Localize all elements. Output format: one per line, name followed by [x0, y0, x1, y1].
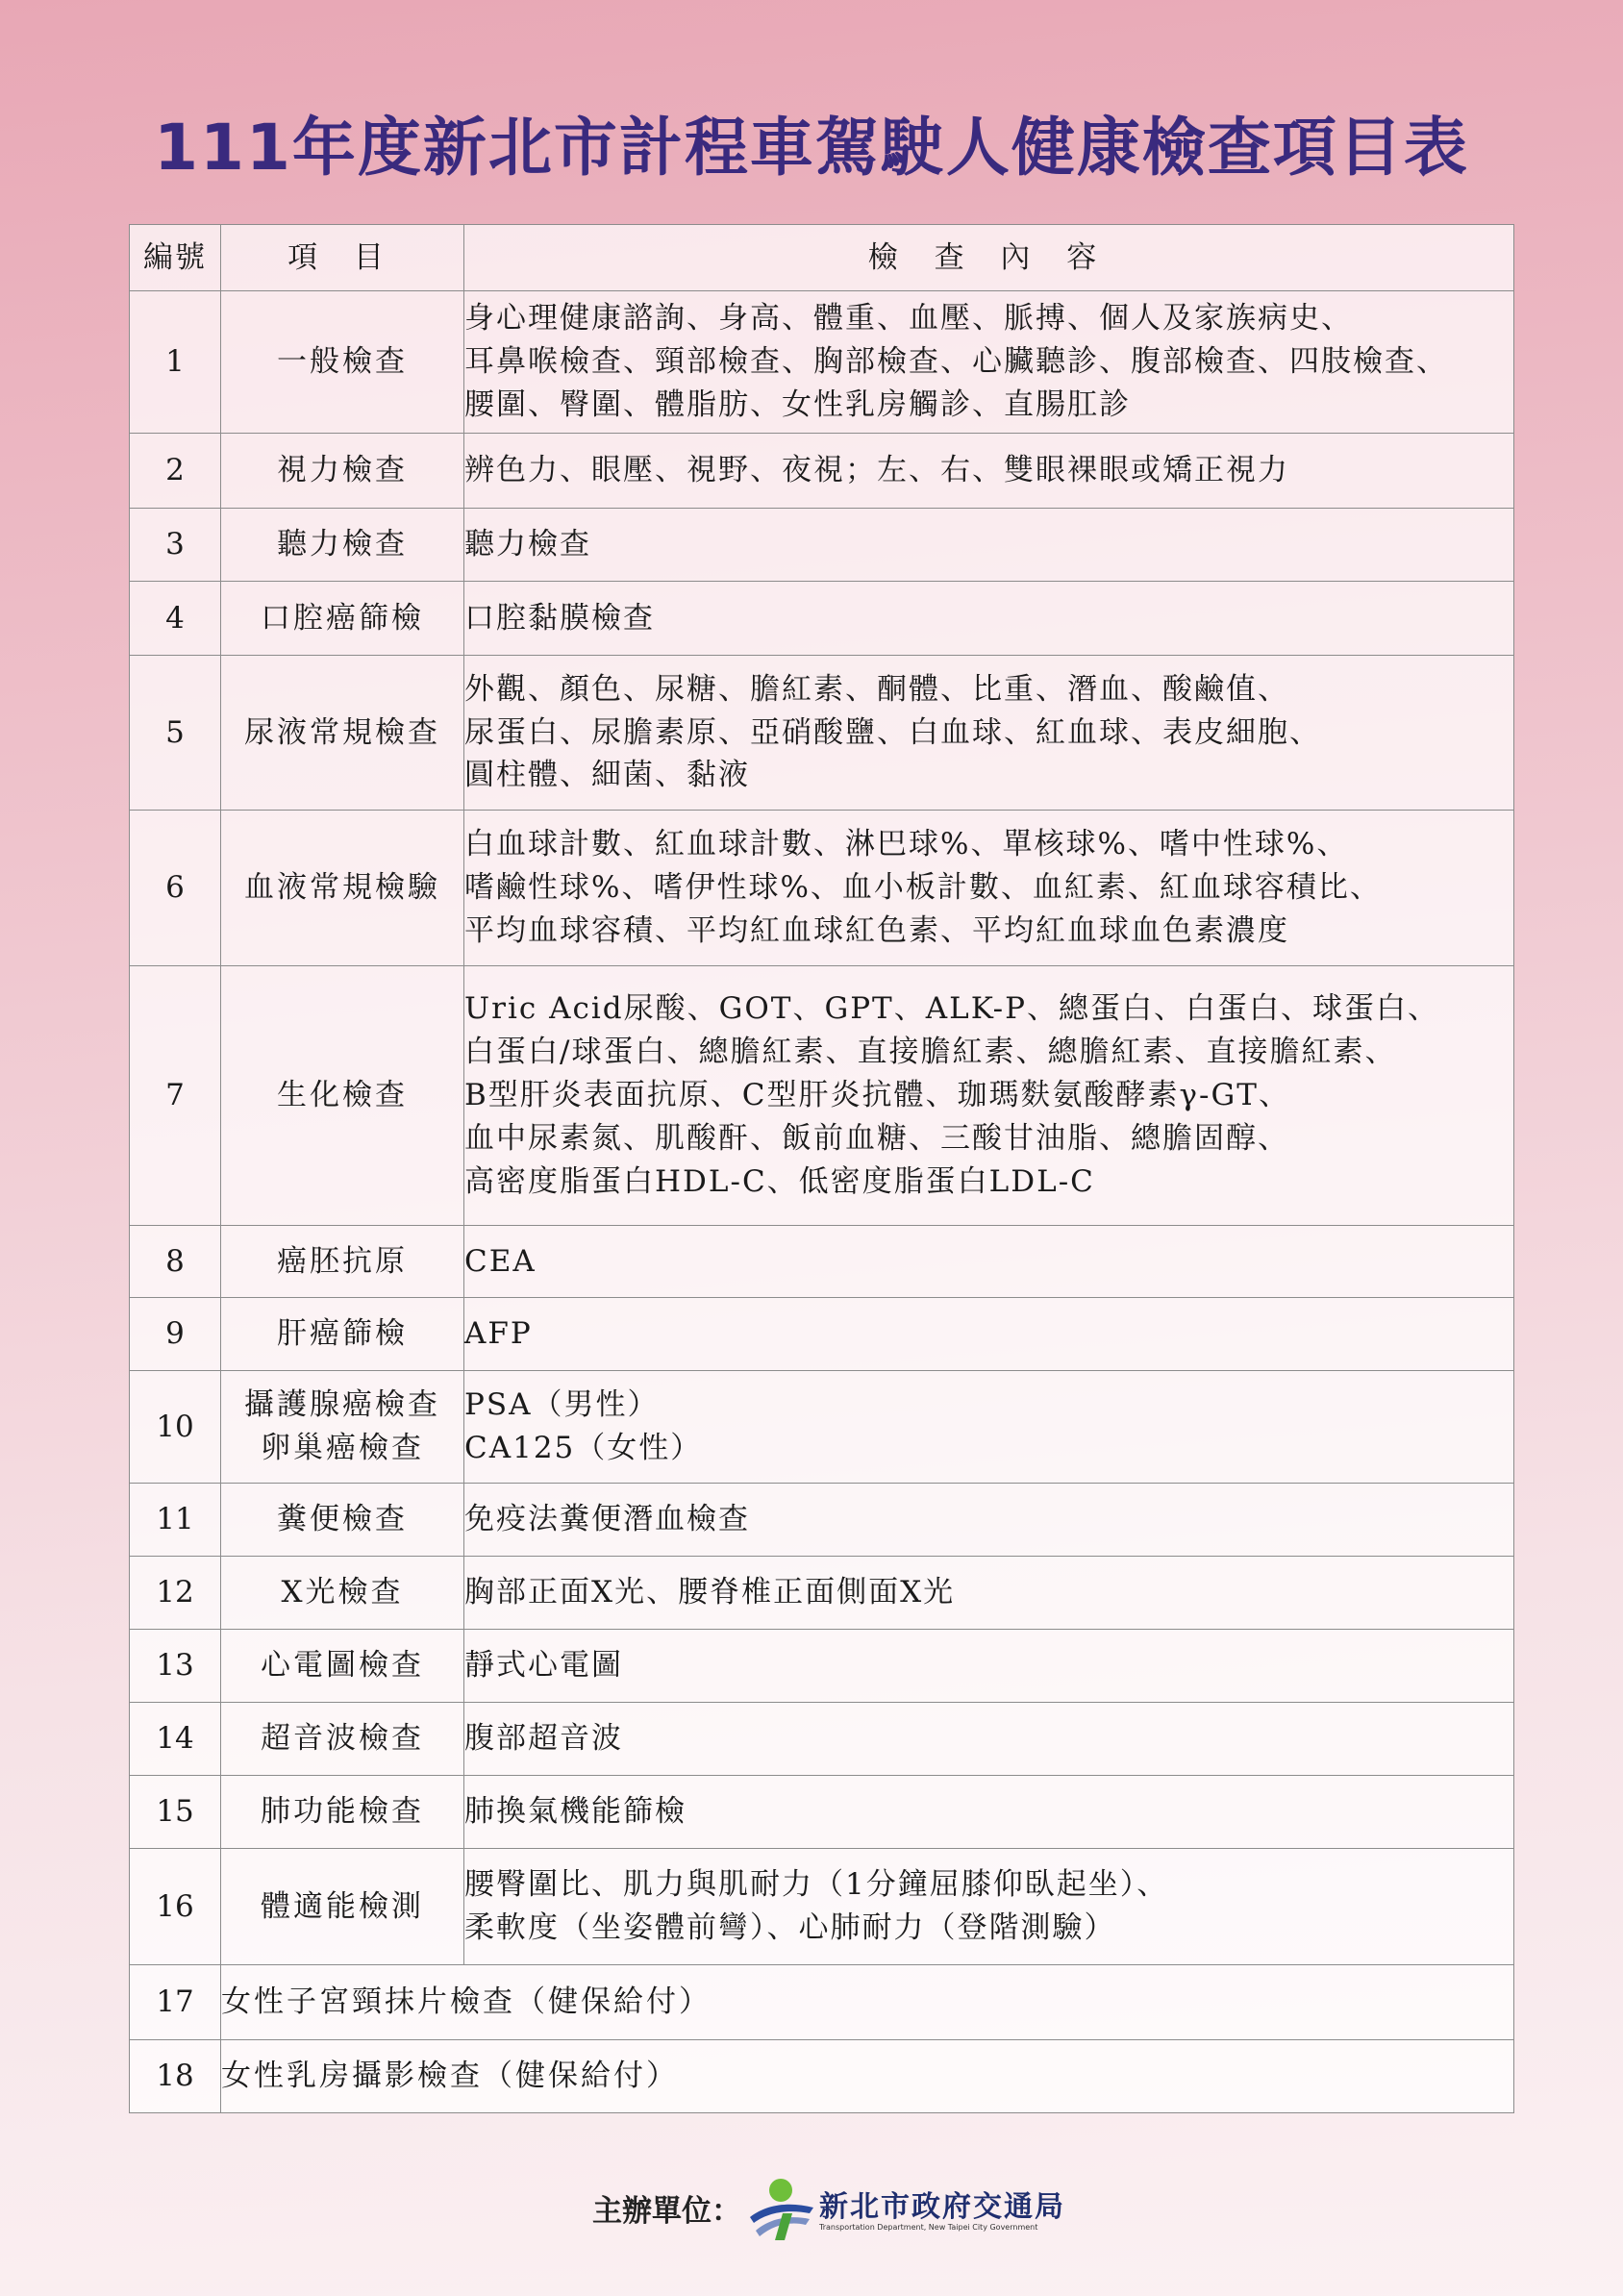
row-number: 8 [130, 1226, 221, 1298]
row-item-line: 卵巢癌檢查 [261, 1431, 424, 1465]
row-content-line: 靜式心電圖 [464, 1648, 623, 1684]
row-content-line: CEA [464, 1243, 537, 1279]
table-row [130, 434, 1514, 509]
row-number: 16 [130, 1849, 221, 1965]
row-number: 6 [130, 811, 221, 966]
row-item [221, 434, 464, 509]
row-content-line: 身心理健康諮詢、身高、體重、血壓、脈搏、個人及家族病史、 [464, 301, 1353, 337]
row-number: 1 [130, 291, 221, 434]
transport-department-logo-icon [746, 2175, 817, 2242]
row-item [221, 1703, 464, 1776]
row-content-line: B型肝炎表面抗原、C型肝炎抗體、珈瑪麩氨酸酵素γ-GT、 [464, 1078, 1290, 1113]
row-content-line: 聽力檢查 [464, 527, 591, 562]
row-content-line: 口腔黏膜檢查 [464, 600, 655, 636]
row-item [221, 1630, 464, 1703]
row-number: 5 [130, 656, 221, 811]
row-item-line: 攝護腺癌檢查 [244, 1387, 440, 1423]
row-number: 13 [130, 1630, 221, 1703]
row-item [221, 291, 464, 434]
row-item-line: 癌胚抗原 [277, 1243, 408, 1279]
table-row [130, 1849, 1514, 1965]
header-number: 編號 [130, 225, 221, 291]
row-content-line: 腰圍、臀圍、體脂肪、女性乳房觸診、直腸肛診 [464, 387, 1131, 422]
footer [0, 2175, 1623, 2252]
header-item: 項 目 [221, 225, 464, 291]
row-content [464, 1630, 1514, 1703]
row-content [464, 1849, 1514, 1965]
row-number: 4 [130, 582, 221, 656]
row-item [221, 509, 464, 582]
row-content-line: 免疫法糞便潛血檢查 [464, 1502, 750, 1537]
row-number: 9 [130, 1298, 221, 1371]
row-number: 12 [130, 1557, 221, 1630]
row-content-line: 柔軟度（坐姿體前彎）、心肺耐力（登階測驗） [464, 1910, 1116, 1945]
row-content-line: 圓柱體、細菌、黏液 [464, 758, 750, 793]
row-content-line: 嗜鹼性球%、嗜伊性球%、血小板計數、血紅素、紅血球容積比、 [464, 870, 1382, 906]
row-content-line: 腹部超音波 [464, 1721, 623, 1757]
table-row [130, 1703, 1514, 1776]
row-content-line: 白血球計數、紅血球計數、淋巴球%、單核球%、嗜中性球%、 [464, 827, 1349, 862]
row-number: 18 [130, 2040, 221, 2113]
table-row [130, 582, 1514, 656]
row-item [221, 582, 464, 656]
table-header-row [130, 225, 1514, 291]
row-content [464, 1298, 1514, 1371]
row-item-line: X光檢查 [281, 1575, 404, 1610]
row-content [464, 434, 1514, 509]
row-item-line: 肝癌篩檢 [277, 1316, 408, 1352]
table-row [130, 1298, 1514, 1371]
header-content: 檢 查 內 容 [464, 225, 1514, 291]
row-content [464, 1776, 1514, 1849]
row-item-line: 超音波檢查 [261, 1721, 424, 1757]
row-content-line: 外觀、顏色、尿糖、膽紅素、酮體、比重、潛血、酸鹼值、 [464, 671, 1289, 707]
table-row [130, 2040, 1514, 2113]
row-item-line: 視力檢查 [277, 453, 408, 488]
row-item-line: 糞便檢查 [277, 1502, 408, 1537]
row-number: 3 [130, 509, 221, 582]
organizer-label: 主辦單位： [592, 2194, 741, 2229]
row-content [464, 811, 1514, 966]
row-content [464, 1703, 1514, 1776]
table-row [130, 1630, 1514, 1703]
row-content-line: 辨色力、眼壓、視野、夜視；左、右、雙眼裸眼或矯正視力 [464, 453, 1289, 488]
table-row [130, 1226, 1514, 1298]
row-number: 14 [130, 1703, 221, 1776]
row-content-line: 血中尿素氮、肌酸酐、飯前血糖、三酸甘油脂、總膽固醇、 [464, 1120, 1289, 1156]
row-number: 10 [130, 1371, 221, 1484]
row-item [221, 1776, 464, 1849]
table-row [130, 509, 1514, 582]
row-number: 2 [130, 434, 221, 509]
row-content-line: 耳鼻喉檢查、頸部檢查、胸部檢查、心臟聽診、腹部檢查、四肢檢查、 [464, 344, 1448, 380]
page-title: 111年度新北市計程車駕駛人健康檢查項目表 [154, 111, 1469, 185]
row-content [464, 582, 1514, 656]
table-row [130, 291, 1514, 434]
table-row [130, 1371, 1514, 1484]
row-item [221, 1849, 464, 1965]
row-item-line: 肺功能檢查 [261, 1794, 424, 1830]
row-content [464, 1371, 1514, 1484]
row-content-line: 平均血球容積、平均紅血球紅色素、平均紅血球血色素濃度 [464, 912, 1289, 948]
row-content-line: AFP [464, 1316, 533, 1352]
row-item-line: 尿液常規檢查 [244, 714, 440, 750]
row-item-line: 生化檢查 [277, 1078, 408, 1113]
table-row [130, 811, 1514, 966]
row-item-line: 一般檢查 [277, 344, 408, 380]
table-row [130, 1557, 1514, 1630]
row-item [221, 1226, 464, 1298]
row-item [221, 1484, 464, 1557]
row-item-line: 心電圖檢查 [261, 1648, 424, 1684]
row-content [464, 291, 1514, 434]
table-row [130, 1484, 1514, 1557]
row-item-line: 聽力檢查 [277, 527, 408, 562]
table-row [130, 1776, 1514, 1849]
row-number: 17 [130, 1965, 221, 2040]
exam-items-table [129, 224, 1514, 2113]
row-item-line: 口腔癌篩檢 [261, 600, 424, 636]
row-merged-content: 女性乳房攝影檢查（健保給付） [221, 2040, 1514, 2113]
row-item-line: 體適能檢測 [261, 1888, 424, 1924]
table-row [130, 1965, 1514, 2040]
row-content [464, 656, 1514, 811]
row-content [464, 966, 1514, 1226]
row-content [464, 1557, 1514, 1630]
row-number: 11 [130, 1484, 221, 1557]
row-number: 15 [130, 1776, 221, 1849]
row-content-line: 腰臀圍比、肌力與肌耐力（1分鐘屈膝仰臥起坐）、 [464, 1867, 1169, 1903]
table-row [130, 966, 1514, 1226]
row-content [464, 509, 1514, 582]
row-item [221, 966, 464, 1226]
row-number: 7 [130, 966, 221, 1226]
row-item-line: 血液常規檢驗 [244, 870, 440, 906]
row-item [221, 1298, 464, 1371]
row-item [221, 1557, 464, 1630]
row-content-line: CA125（女性） [464, 1431, 703, 1465]
row-content-line: PSA（男性） [464, 1387, 660, 1423]
row-item [221, 811, 464, 966]
row-content-line: Uric Acid尿酸、GOT、GPT、ALK-P、總蛋白、白蛋白、球蛋白、 [464, 991, 1439, 1027]
row-item [221, 656, 464, 811]
row-content [464, 1484, 1514, 1557]
table-row [130, 656, 1514, 811]
row-content-line: 尿蛋白、尿膽素原、亞硝酸鹽、白血球、紅血球、表皮細胞、 [464, 714, 1321, 750]
row-content-line: 肺換氣機能篩檢 [464, 1794, 687, 1830]
row-content-line: 白蛋白/球蛋白、總膽紅素、直接膽紅素、總膽紅素、直接膽紅素、 [464, 1035, 1397, 1070]
row-content [464, 1226, 1514, 1298]
organization-name-en: Transportation Department, New Taipei City Government [819, 2223, 1038, 2232]
row-merged-content: 女性子宮頸抹片檢查（健保給付） [221, 1965, 1514, 2040]
row-content-line: 胸部正面X光、腰脊椎正面側面X光 [464, 1575, 956, 1610]
organization-name: 新北市政府交通局 [819, 2190, 1065, 2224]
row-item [221, 1371, 464, 1484]
row-content-line: 高密度脂蛋白HDL-C、低密度脂蛋白LDL-C [464, 1163, 1095, 1199]
